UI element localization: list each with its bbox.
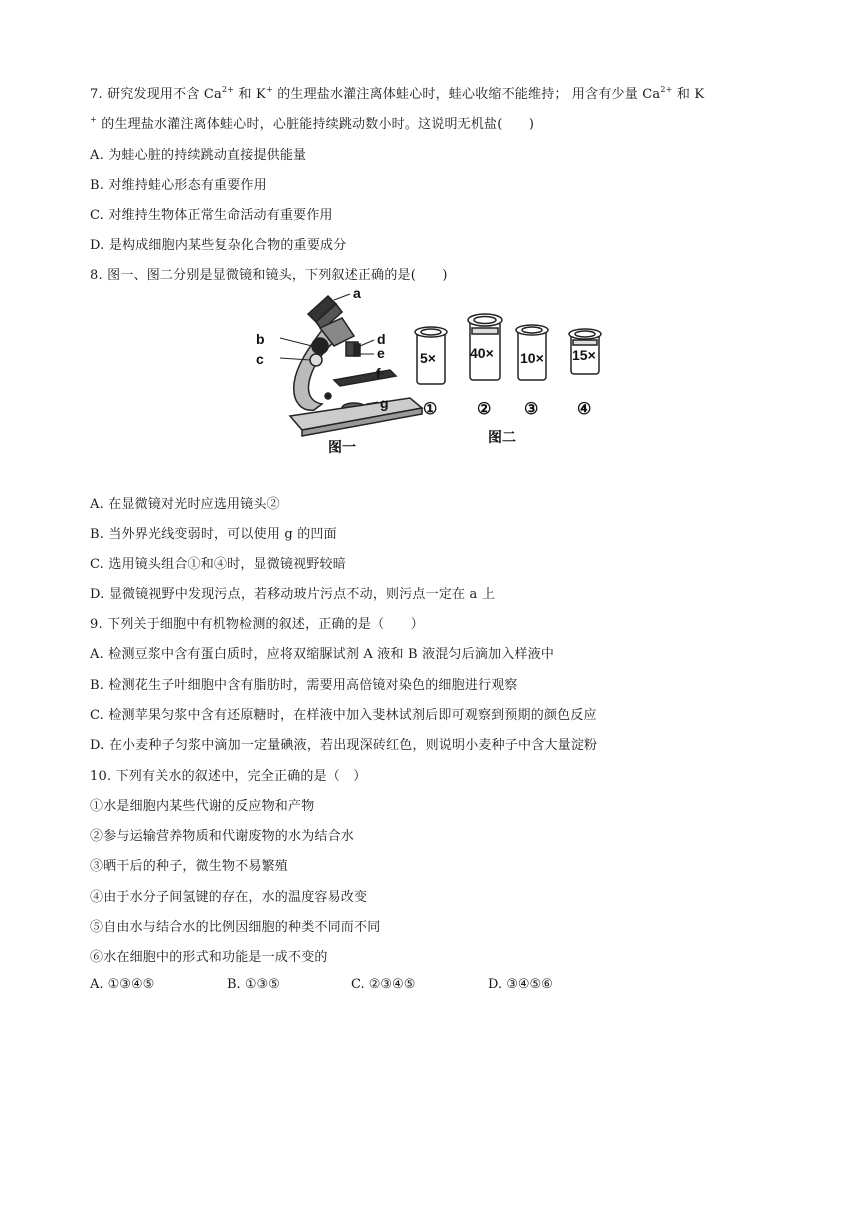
q10-statement-5: ⑤自由水与结合水的比例因细胞的种类不同而不同	[90, 920, 381, 935]
q10-choice-d: D. ③④⑤⑥	[488, 977, 553, 992]
q8-option-b: B. 当外界光线变弱时，可以使用 g 的凹面	[90, 527, 337, 542]
lens-4-number: ④	[577, 401, 592, 418]
q7-text-a: 7. 研究发现用不含 Ca	[90, 87, 222, 102]
lens-1-number: ①	[423, 401, 438, 418]
q10-statement-6: ⑥水在细胞中的形式和功能是一成不变的	[90, 950, 328, 965]
lens-1-magnification: 5×	[420, 350, 436, 366]
q10-choice-a: A. ①③④⑤	[90, 977, 155, 992]
microscope-label-g: g	[380, 395, 389, 411]
lens-3-number: ③	[524, 401, 539, 418]
q8-option-c: C. 选用镜头组合①和④时，显微镜视野较暗	[90, 557, 346, 572]
q10-choice-c: C. ②③④⑤	[351, 977, 416, 992]
q10-stem: 10. 下列有关水的叙述中，完全正确的是（ ）	[90, 769, 367, 784]
q7-option-a: A. 为蛙心脏的持续跳动直接提供能量	[90, 148, 307, 163]
q9-option-a: A. 检测豆浆中含有蛋白质时，应将双缩脲试剂 A 液和 B 液混匀后滴加入样液中	[90, 647, 555, 662]
q7-stem-line1	[90, 83, 704, 102]
q9-option-d: D. 在小麦种子匀浆中滴加一定量碘液，若出现深砖红色，则说明小麦种子中含大量淀粉	[90, 738, 598, 753]
figure-2-caption: 图二	[488, 429, 516, 445]
q7-k-superscript-2: +	[90, 115, 97, 124]
q7-option-b: B. 对维持蛙心形态有重要作用	[90, 178, 267, 193]
microscope-label-d: d	[377, 331, 386, 347]
q10-statement-3: ③晒干后的种子，微生物不易繁殖	[90, 859, 289, 874]
microscope-label-e: e	[377, 345, 385, 361]
q7-text-c: 的生理盐水灌注离体蛙心时，蛙心收缩不能维持； 用含有少量 Ca	[272, 87, 661, 102]
q7-option-d: D. 是构成细胞内某些复杂化合物的重要成分	[90, 238, 347, 253]
microscope-label-c: c	[256, 351, 264, 367]
lens-3-magnification: 10×	[520, 350, 544, 366]
lens-4-magnification: 15×	[572, 347, 596, 363]
q7-ca-superscript: 2+	[221, 85, 235, 94]
q7-text-b: 和 K	[234, 87, 266, 102]
q7-k-superscript: +	[265, 85, 273, 94]
q9-option-c: C. 检测苹果匀浆中含有还原糖时，在样液中加入斐林试剂后即可观察到预期的颜色反应	[90, 708, 597, 723]
q7-option-c: C. 对维持生物体正常生命活动有重要作用	[90, 208, 333, 223]
microscope-figure	[250, 284, 630, 464]
lens-2-magnification: 40×	[470, 345, 494, 361]
q10-statement-1: ①水是细胞内某些代谢的反应物和产物	[90, 799, 315, 814]
microscope-label-b: b	[256, 331, 265, 347]
microscope-label-f: f	[376, 365, 381, 381]
lens-2-number: ②	[477, 401, 492, 418]
q9-option-b: B. 检测花生子叶细胞中含有脂肪时，需要用高倍镜对染色的细胞进行观察	[90, 678, 518, 693]
q10-statement-2: ②参与运输营养物质和代谢废物的水为结合水	[90, 829, 355, 844]
q8-option-d: D. 显微镜视野中发现污点，若移动玻片污点不动，则污点一定在 a 上	[90, 587, 496, 602]
q7-text-d: 和 K	[672, 87, 705, 102]
q8-option-a: A. 在显微镜对光时应选用镜头②	[90, 497, 280, 512]
q8-stem: 8. 图一、图二分别是显微镜和镜头，下列叙述正确的是( )	[90, 268, 448, 283]
microscope-label-a: a	[353, 285, 361, 301]
q7-ca-superscript-2: 2+	[660, 85, 673, 94]
q7-stem-line2	[90, 113, 534, 132]
q10-choice-b: B. ①③⑤	[227, 977, 280, 992]
q7-text-line2: 的生理盐水灌注离体蛙心时，心脏能持续跳动数小时。这说明无机盐( )	[96, 117, 535, 132]
q10-statement-4: ④由于水分子间氢键的存在，水的温度容易改变	[90, 890, 368, 905]
microscope-drawing	[290, 296, 422, 436]
microscope-lens-illustration	[250, 284, 630, 464]
q9-stem: 9. 下列关于细胞中有机物检测的叙述，正确的是（ ）	[90, 617, 424, 632]
figure-1-caption: 图一	[328, 439, 356, 455]
